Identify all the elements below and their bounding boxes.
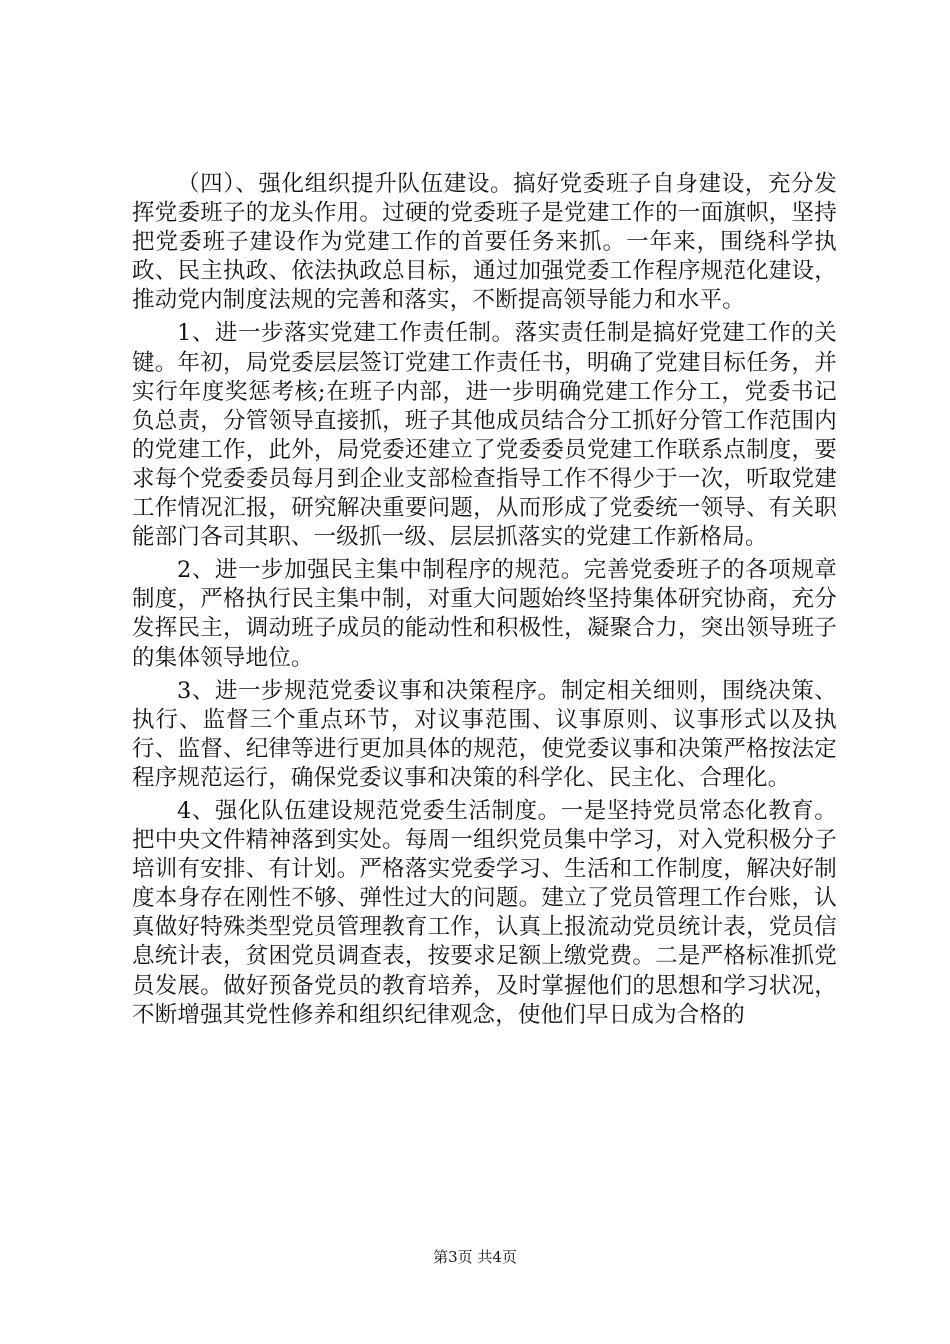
page-footer: 第3页 共4页 (433, 1248, 517, 1266)
document-body (132, 170, 837, 1034)
paragraph-party-life-system: 4、强化队伍建设规范党委生活制度。一是坚持党员常态化教育。把中央文件精神落到实处。每周一组织党员集中学习，对入党积极分子培训有安排、有计划。严格落实党委学习、生活和工作制度，解决好制度本身存在刚性不够、弹性过大的问题。建立了党员管理工作台账，认真做好特殊类型党员管理教育工作，认真上报流动党员统计表，党员信息统计表，贫困党员调查表，按要求足额上缴党费。二是严格标准抓党员发展。做好预备党员的教育培养，及时掌握他们的思想和学习状况，不断增强其党性修养和组织纪律观念，使他们早日成为合格的 (132, 797, 837, 1028)
paragraph-democratic-centralism: 2、进一步加强民主集中制程序的规范。完善党委班子的各项规章制度，严格执行民主集中制，对重大问题始终坚持集体研究协商，充分发挥民主，调动班子成员的能动性和积极性，凝聚合力，突出领导班子的集体领导地位。 (132, 557, 837, 671)
paragraph-organization-building: （四）、强化组织提升队伍建设。搞好党委班子自身建设，充分发挥党委班子的龙头作用。过硬的党委班子是党建工作的一面旗帜，坚持把党委班子建设作为党建工作的首要任务来抓。一年来，围绕科学执政、民主执政、依法执政总目标，通过加强党委工作程序规范化建设，推动党内制度法规的完善和落实，不断提高领导能力和水平。 (132, 171, 837, 314)
paragraph-decision-procedure: 3、进一步规范党委议事和决策程序。制定相关细则，围绕决策、执行、监督三个重点环节，对议事范围、议事原则、议事形式以及执行、监督、纪律等进行更加具体的规范，使党委议事和决策严格按法定程序规范运行，确保党委议事和决策的科学化、民主化、合理化。 (132, 677, 837, 791)
paragraph-responsibility-system: 1、进一步落实党建工作责任制。落实责任制是搞好党建工作的关键。年初，局党委层层签订党建工作责任书，明确了党建目标任务，并实行年度奖惩考核;在班子内部，进一步明确党建工作分工，党委书记负总责，分管领导直接抓，班子其他成员结合分工抓好分管工作范围内的党建工作，此外，局党委还建立了党委委员党建工作联系点制度，要求每个党委委员每月到企业支部检查指导工作不得少于一次，听取党建工作情况汇报，研究解决重要问题，从而形成了党委统一领导、有关职能部门各司其职、一级抓一级、层层抓落实的党建工作新格局。 (132, 320, 837, 551)
